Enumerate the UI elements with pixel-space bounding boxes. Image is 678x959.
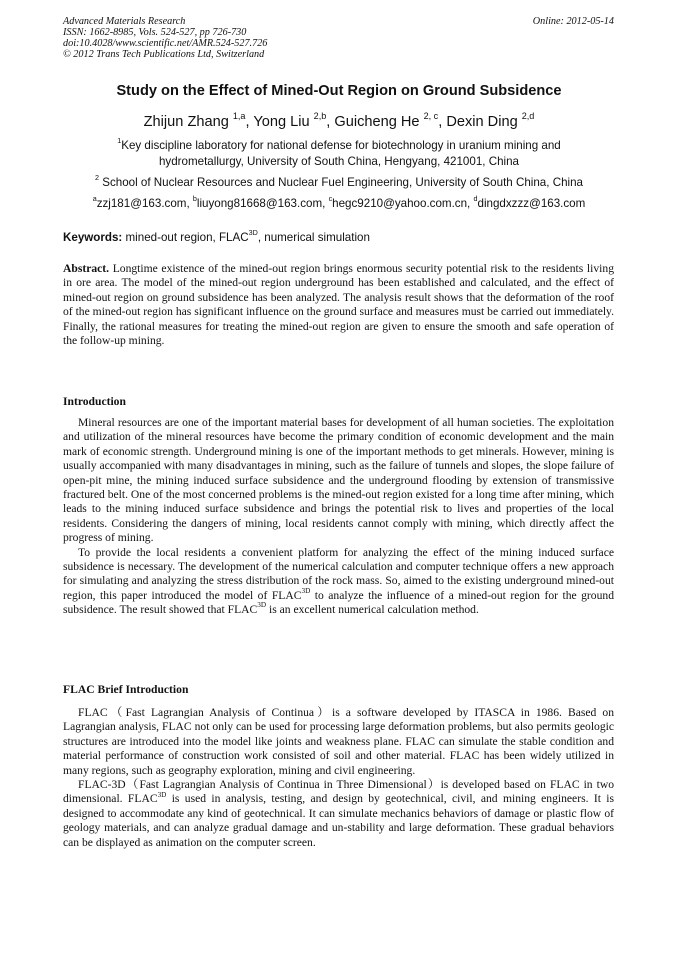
journal-header (63, 16, 267, 60)
affiliation-2 (80, 175, 598, 191)
abstract-label: Abstract. (63, 262, 110, 275)
paragraph (63, 546, 614, 618)
paragraph-text: is used in analysis, testing, and design by geotechnical, civil, and mining engineers. It is designed to accommodate any kind of geotechnical. It can simulate mechanics behaviors of damage or plastic flow of geology materials, and can analyze gradual damage and un-stability and large deformation. These gradual behaviors can be displayed as animation on the computer screen. (63, 792, 614, 849)
author-sup: 1,a (232, 110, 246, 121)
section-heading-introduction: Introduction (63, 395, 126, 408)
author-name: Zhijun Zhang (143, 114, 229, 130)
flac-sup: 3D (301, 586, 311, 595)
paragraph (63, 778, 614, 850)
keywords-text-2: , numerical simulation (257, 231, 370, 244)
author-list: Zhijun Zhang $^{1,a}$, Yong Liu $^{2,b}$, Guicheng He $^{2, c}$, Dexin Ding $^{2,d}$ (143, 110, 535, 130)
email-sup: b (192, 194, 197, 204)
author-sup: 2, c (423, 110, 439, 121)
journal-doi[interactable]: doi:10.4028/www.scientific.net/AMR.524-527.726 (63, 38, 268, 49)
flac-sup: 3D (257, 601, 267, 610)
author-sup: 2,b (313, 110, 327, 121)
paragraph-text: FLAC-3D（Fast Lagrangian Analysis of Continua in Three Dimensional）is developed based on FLAC in two dimensional. FLAC (63, 778, 614, 806)
journal-issn: ISSN: 1662-8985, Vols. 524-527, pp 726-730 (63, 27, 247, 38)
email-address[interactable]: liuyong81668@163.com (196, 197, 323, 210)
email-sup: c (328, 194, 333, 204)
journal-copyright: © 2012 Trans Tech Publications Ltd, Switzerland (63, 49, 265, 60)
keywords-sup: 3D (248, 228, 258, 238)
author-name: Dexin Ding (446, 114, 518, 130)
affiliation-sup: 1 (117, 136, 122, 146)
author-name: Yong Liu (253, 114, 310, 130)
email-address[interactable]: hegc9210@yahoo.com.cn (332, 197, 468, 210)
flac-sup: 3D (157, 790, 167, 799)
paragraph-text: to analyze the influence of a mined-out region for the ground subsidence. The result showed that FLAC (63, 588, 614, 617)
online-date: Online: 2012-05-14 (532, 16, 614, 27)
keywords (63, 228, 615, 244)
email-address[interactable]: zzj181@163.com (96, 197, 187, 210)
keywords-text: mined-out region, FLAC (125, 231, 249, 244)
email-address[interactable]: dingdxzzz@163.com (477, 197, 586, 210)
flac-body (63, 706, 614, 850)
journal-name: Advanced Materials Research (63, 16, 186, 27)
paragraph: FLAC（Fast Lagrangian Analysis of Continua）is a software developed by ITASCA in 1986. Based on Lagrangian analysis, FLAC not only can be used for processing large deformation problems, but also permits geologic structures are introduced into the model like joints and weakness plane. FLAC can simulate the stable condition and material performance of construction work consisted of soil and other material. FLAC has been widely utilized in many regions, such as geography exploration, mining and civil engineering. (63, 706, 614, 777)
affiliation-text: School of Nuclear Resources and Nuclear Fuel Engineering, University of South China, China (102, 176, 583, 189)
paragraph-text: To provide the local residents a convenient platform for analyzing the effect of the mining induced surface subsidence is necessary. The development of the numerical calculation and computer technique offers a new approach for simulating and analyzing the stress distribution of the rock mass. So, aimed to the existing underground mined-out region, this paper introduced the model of FLAC (63, 545, 614, 602)
keywords-label: Keywords: (63, 231, 123, 244)
paragraph-text: is an excellent numerical calculation method. (266, 603, 479, 617)
section-heading-flac: FLAC Brief Introduction (63, 683, 189, 696)
affiliation-text: Key discipline laboratory for national defense for biotechnology in uranium mining and hydrometallurgy, University of South China, Hengyang, 421001, China (121, 139, 561, 168)
email-list: $^a$zzj181@163.com, $^b$liuyong81668@163.com, $^c$hegc9210@yahoo.com.cn, $^d$dingdxzzz@163.com (92, 194, 586, 210)
abstract (63, 262, 614, 348)
author-sup: 2,d (521, 110, 535, 121)
introduction-body (63, 416, 614, 618)
email-sup: a (92, 194, 97, 204)
paper-title: Study on the Effect of Mined-Out Region on Ground Subsidence (116, 83, 562, 99)
paragraph: Mineral resources are one of the important material bases for development of all human societies. The exploitation and utilization of the mineral resources have become the primary condition of economic development and the main mark of economic strength. Underground mining is one of the important methods to get minerals. However, mining is usually accompanied with many disadvantages in mining, such as the failure of tunnels and slopes, the slope failure of open-pit mine, the mining induced surface subsidence and the underground flooding by extension of transmissive fractured belt. One of the most concerned problems is the mined-out region existed for a long time after mining, which leads to the mining induced surface subsidence and brings the potential risk to lives and properties of the local residents. Considering the dangers of mining, local residents cannot comply with mining, which directly affect the progress of mining. (63, 416, 614, 545)
affiliation-sup: 2 (95, 173, 99, 183)
abstract-text: Longtime existence of the mined-out region brings enormous security potential risk to the residents living in ore area. The model of the mined-out region underground has been established and calculated, and the effect of mined-out region on ground subsidence has been analyzed. The analysis result shows that the deformation of the roof of the mined-out region has significant influence on the ground surface and measures must be carried out immediately. Finally, the rational measures for treating the mined-out region are given to ensure the smooth and safe operation of the follow-up mining. (63, 262, 614, 348)
affiliation-1 (80, 138, 598, 170)
email-sup: d (473, 194, 478, 204)
author-name: Guicheng He (334, 114, 420, 130)
